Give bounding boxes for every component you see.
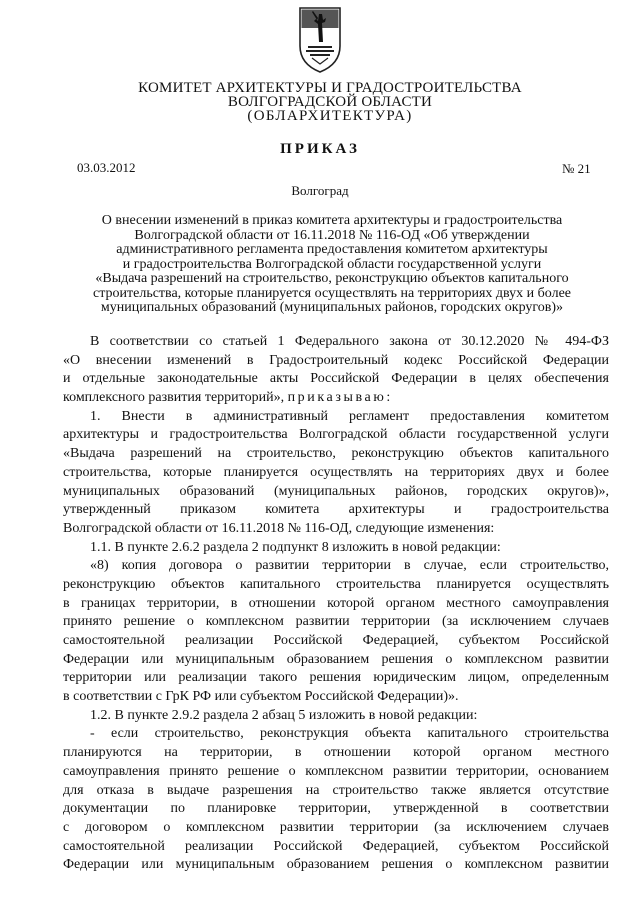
body-line: «8) копия договора о развитии территории в случае, если строительство, bbox=[90, 558, 609, 574]
body-line: Волгоградской области от 16.11.2018 № 116-ОД, следующие изменения: bbox=[63, 520, 495, 536]
body-line bbox=[63, 389, 609, 408]
org-name-line3: (ОБЛАРХИТЕКТУРА) bbox=[247, 108, 413, 124]
subject-line: Волгоградской области от 16.11.2018 № 116-ОД «Об утверждении bbox=[134, 227, 530, 243]
body-line: принято решение о комплексном развитии территории (за исключением случаев bbox=[63, 614, 609, 630]
body-line: - если строительство, реконструкция объекта капитального строительства bbox=[90, 726, 609, 742]
document-city: Волгоград bbox=[291, 183, 349, 198]
document-date: 03.03.2012 bbox=[77, 160, 136, 175]
body-line: 1. Внести в административный регламент предоставления комитетом bbox=[90, 408, 609, 424]
body-line: планируются на территории, в отношении которой органом местного bbox=[63, 745, 609, 761]
body-line: Федерации или муниципальным образованием решения о комплексном развитии bbox=[63, 857, 609, 873]
body-line: утвержденный приказом комитета архитектуры и градостроительства bbox=[63, 502, 609, 518]
org-name-line2: ВОЛГОГРАДСКОЙ ОБЛАСТИ bbox=[227, 94, 433, 110]
body-line: «О внесении изменений в Градостроительный кодекс Российской Федерации bbox=[63, 352, 609, 368]
body-line: Федерации или муниципальным образованием решения о комплексном развитии bbox=[63, 651, 609, 667]
subject-line: «Выдача разрешений на строительство, реконструкцию объектов капитального bbox=[95, 271, 569, 286]
coat-of-arms-icon bbox=[298, 6, 342, 74]
order-word: приказываю: bbox=[287, 390, 393, 406]
document-type-title: ПРИКАЗ bbox=[280, 141, 360, 157]
body-line: с договором о комплексном развитии территории (за исключением случаев bbox=[63, 819, 609, 835]
body-line: в границах территории, в отношении которой органом местного самоуправления bbox=[63, 595, 609, 611]
body-line: архитектуры и градостроительства Волгоградской области государственной услуги bbox=[63, 427, 609, 443]
document-body bbox=[63, 333, 609, 875]
body-line: документации по планировке территории, утвержденной в соответствии bbox=[63, 801, 609, 817]
body-line-text: комплексного развития территорий», bbox=[63, 390, 285, 406]
subject-line: О внесении изменений в приказ комитета архитектуры и градостроительства bbox=[101, 213, 563, 228]
body-line: самостоятельной реализации Российской Федерацией, субъектом Российской bbox=[63, 838, 609, 854]
body-line: 1.1. В пункте 2.6.2 раздела 2 подпункт 8 изложить в новой редакции: bbox=[90, 539, 501, 555]
body-line: самостоятельной реализации Российской Федерацией, субъектом Российской bbox=[63, 633, 609, 648]
subject-line: и градостроительства Волгоградской области государственной услуги bbox=[122, 256, 542, 272]
document-number: № 21 bbox=[562, 161, 591, 176]
body-line: реконструкцию объектов капитального строительства планируется осуществлять bbox=[63, 576, 609, 592]
body-line: В соответствии со статьей 1 Федерального закона от 30.12.2020 № 494-ФЗ bbox=[90, 334, 609, 349]
subject-line: административного регламента предоставления комитетом архитектуры bbox=[116, 242, 548, 257]
subject-line: строительства, которые планируется осуществлять на территориях двух и более bbox=[93, 285, 571, 301]
org-name-line1: КОМИТЕТ АРХИТЕКТУРЫ И ГРАДОСТРОИТЕЛЬСТВА bbox=[138, 80, 522, 96]
subject-line: муниципальных образований (муниципальных районов, городских округов)» bbox=[100, 300, 564, 315]
body-line: 1.2. В пункте 2.9.2 раздела 2 абзац 5 изложить в новой редакции: bbox=[90, 707, 478, 723]
body-line: и отдельные законодательные акты Российской Федерации в целях обеспечения bbox=[63, 371, 609, 387]
body-line: территории или реализации такого решения юридическим лицом, определенным bbox=[63, 670, 609, 686]
body-line: «Выдача разрешений на строительство, реконструкцию объектов капитального bbox=[63, 446, 609, 462]
body-line: строительства, которые планируется осуществлять на территориях двух и более bbox=[63, 464, 609, 480]
body-line: в соответствии с ГрК РФ или субъектом Российской Федерации)». bbox=[63, 689, 459, 705]
document-subject bbox=[72, 214, 592, 316]
body-line: муниципальных образований (муниципальных районов, городских округов)», bbox=[63, 483, 609, 499]
body-line: для отказа в выдаче разрешения на строительство также является отсутствие bbox=[63, 782, 609, 798]
body-line: самоуправления принято решение о комплексном развитии территории, основанием bbox=[63, 763, 609, 779]
